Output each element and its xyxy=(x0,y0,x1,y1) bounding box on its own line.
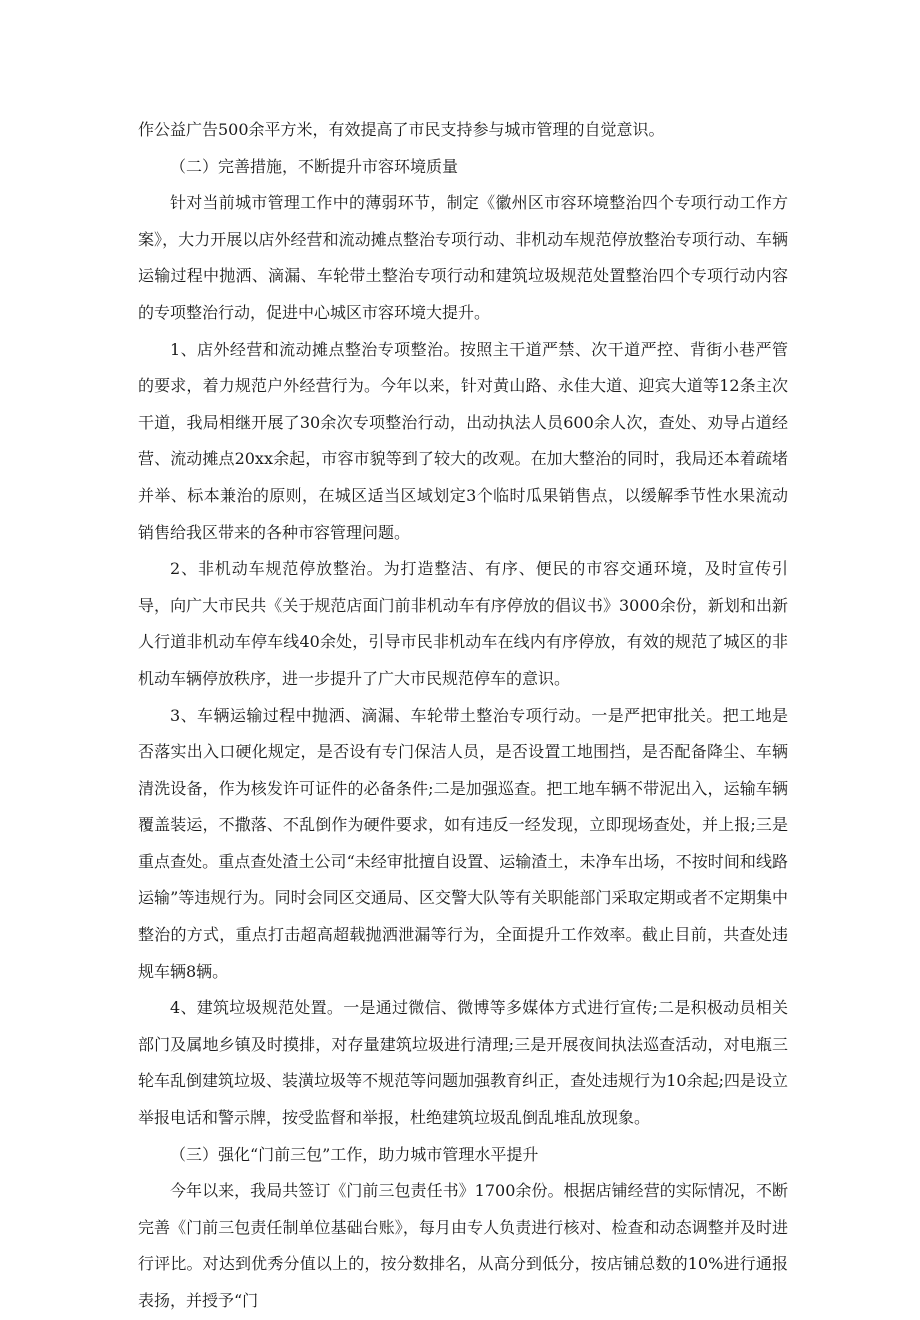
document-page xyxy=(138,112,788,1320)
paragraph-item-2: 2、非机动车规范停放整治。为打造整洁、有序、便民的市容交通环境，及时宣传引导，向广大市民共《关于规范店面门前非机动车有序停放的倡议书》3000余份，新划和出新人行道非机动车停车线40余处，引导市民非机动车在线内有序停放，有效的规范了城区的非机动车辆停放秩序，进一步提升了广大市民规范停车的意识。 xyxy=(138,559,788,688)
paragraph-item-3: 3、车辆运输过程中抛洒、滴漏、车轮带土整治专项行动。一是严把审批关。把工地是否落实出入口硬化规定，是否设有专门保洁人员，是否设置工地围挡，是否配备降尘、车辆清洗设备，作为核发许可证件的必备条件;二是加强巡查。把工地车辆不带泥出入，运输车辆覆盖装运，不撒落、不乱倒作为硬件要求，如有违反一经发现，立即现场查处，并上报;三是重点查处。重点查处渣土公司“未经审批擅自设置、运输渣土，未净车出场，不按时间和线路运输”等违规行为。同时会同区交通局、区交警大队等有关职能部门采取定期或者不定期集中整治的方式，重点打击超高超载抛洒泄漏等行为，全面提升工作效率。截止目前，共查处违规车辆8辆。 xyxy=(138,705,788,981)
paragraph-item-4: 4、建筑垃圾规范处置。一是通过微信、微博等多媒体方式进行宣传;二是积极动员相关部门及属地乡镇及时摸排，对存量建筑垃圾进行清理;三是开展夜间执法巡查活动，对电瓶三轮车乱倒建筑垃圾、装潢垃圾等不规范等问题加强教育纠正，查处违规行为10余起;四是设立举报电话和警示牌，按受监督和举报，杜绝建筑垃圾乱倒乱堆乱放现象。 xyxy=(138,998,788,1128)
section-heading-3: （三）强化“门前三包”工作，助力城市管理水平提升 xyxy=(170,1144,539,1164)
paragraph-item-1: 1、店外经营和流动摊点整治专项整治。按照主干道严禁、次干道严控、背街小巷严管的要求，着力规范户外经营行为。今年以来，针对黄山路、永佳大道、迎宾大道等12条主次干道，我局相继开展了30余次专项整治行动，出动执法人员600余人次，查处、劝导占道经营、流动摊点20xx余起，市容市貌等到了较大的改观。在加大整治的同时，我局还本着疏堵并举、标本兼治的原则，在城区适当区域划定3个临时瓜果销售点，以缓解季节性水果流动销售给我区带来的各种市容管理问题。 xyxy=(138,339,788,542)
section-heading-2: （二）完善措施，不断提升市容环境质量 xyxy=(170,156,459,176)
paragraph-intro: 针对当前城市管理工作中的薄弱环节，制定《徽州区市容环境整治四个专项行动工作方案》，大力开展以店外经营和流动摊点整治专项行动、非机动车规范停放整治专项行动、车辆运输过程中抛洒、滴漏、车轮带土整治专项行动和建筑垃圾规范处置整治四个专项行动内容的专项整治行动，促进中心城区市容环境大提升。 xyxy=(138,193,788,322)
paragraph-continuation: 作公益广告500余平方米，有效提高了市民支持参与城市管理的自觉意识。 xyxy=(138,120,665,139)
paragraph-final: 今年以来，我局共签订《门前三包责任书》1700余份。根据店铺经营的实际情况，不断完善《门前三包责任制单位基础台账》，每月由专人负责进行核对、检查和动态调整并及时进行评比。对达到优秀分值以上的，按分数排名，从高分到低分，按店铺总数的10%进行通报表扬，并授予“门 xyxy=(138,1181,788,1310)
